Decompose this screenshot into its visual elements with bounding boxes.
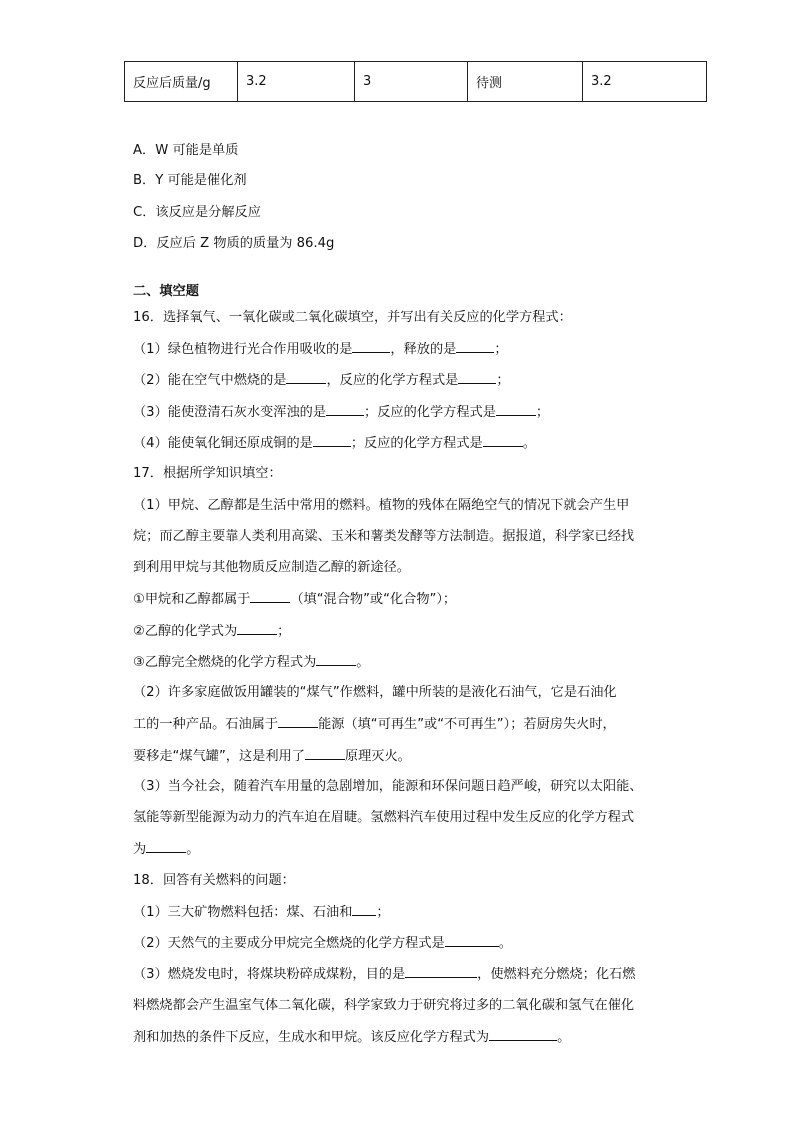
- text: ；: [376, 905, 390, 920]
- q17-p1-line3: 到利用甲烷与其他物质反应制造乙醇的新途径。: [133, 560, 410, 575]
- table-row: [125, 62, 707, 102]
- q18-part3-line1: [133, 965, 635, 984]
- text: ；: [494, 342, 508, 357]
- text: （4）能使氧化铜还原成铜的是: [133, 436, 313, 451]
- text: 。: [356, 655, 370, 670]
- answer-blank[interactable]: [146, 840, 186, 853]
- q18-part2: [133, 934, 512, 953]
- q17-stem: 17．根据所学知识填空：: [133, 466, 282, 481]
- text: ；反应的化学方程式是: [364, 405, 496, 420]
- q17-sub2: [133, 622, 290, 641]
- text: 能源（填“可再生”或“不可再生”）；若厨房失火时，: [318, 717, 616, 732]
- option-a: A．W 可能是单质: [133, 143, 239, 158]
- answer-blank[interactable]: [250, 590, 290, 603]
- text: ，释放的是: [390, 342, 457, 357]
- q18-stem: 18．回答有关燃料的问题：: [133, 873, 295, 888]
- answer-blank[interactable]: [458, 371, 496, 384]
- answer-blank[interactable]: [456, 340, 494, 353]
- answer-blank[interactable]: [278, 715, 318, 728]
- option-c: C．该反应是分解反应: [133, 205, 261, 220]
- text: ；: [277, 624, 291, 639]
- text: 工的一种产品。石油属于: [133, 717, 279, 732]
- answer-blank[interactable]: [489, 1028, 557, 1041]
- text: （2）能在空气中燃烧的是: [133, 373, 287, 388]
- q18-part3-line2: 料燃烧都会产生温室气体二氧化碳，科学家致力于研究将过多的二氧化碳和氢气在催化: [133, 998, 635, 1013]
- q17-p3-line1: （3）当今社会，随着汽车用量的急剧增加，能源和环保问题日趋严峻，研究以太阳能、: [133, 779, 643, 794]
- text: ；反应的化学方程式是: [350, 436, 483, 451]
- text: （1）三大矿物燃料包括：煤、石油和: [133, 905, 353, 920]
- text: ③乙醇完全燃烧的化学方程式为: [133, 655, 317, 670]
- text: （3）能使澄清石灰水变浑浊的是: [133, 405, 327, 420]
- text: 。: [522, 436, 536, 451]
- option-d: D．反应后 Z 物质的质量为 86.4g: [133, 236, 335, 251]
- text: （1）绿色植物进行光合作用吸收的是: [133, 342, 353, 357]
- text: ，反应的化学方程式是: [326, 373, 459, 388]
- text: 为: [133, 842, 147, 857]
- answer-blank[interactable]: [445, 934, 499, 947]
- text: 原理灭火。: [344, 749, 411, 764]
- row-label-cell: 反应后质量/g: [125, 62, 238, 102]
- text: ；: [496, 373, 510, 388]
- answer-blank[interactable]: [352, 340, 390, 353]
- answer-blank[interactable]: [286, 371, 326, 384]
- text: ②乙醇的化学式为: [133, 624, 238, 639]
- answer-blank[interactable]: [405, 965, 477, 978]
- mass-table: [124, 61, 707, 102]
- answer-blank[interactable]: [326, 403, 364, 416]
- answer-blank[interactable]: [496, 403, 536, 416]
- text: （2）天然气的主要成分甲烷完全燃烧的化学方程式是: [133, 936, 445, 951]
- q16-part2: [133, 371, 510, 390]
- table-cell: 3.2: [238, 62, 355, 102]
- text: ，使燃料充分燃烧；化石燃: [477, 967, 636, 982]
- answer-blank[interactable]: [305, 747, 345, 760]
- answer-blank[interactable]: [352, 903, 376, 916]
- option-b: B．Y 可能是催化剂: [133, 173, 247, 188]
- q16-part4: [133, 434, 536, 453]
- table-cell: 待测: [468, 62, 583, 102]
- text: 剂和加热的条件下反应，生成水和甲烷。该反应化学方程式为: [133, 1030, 490, 1045]
- q17-sub3: [133, 653, 369, 672]
- text: 。: [498, 936, 512, 951]
- table-cell: 3: [355, 62, 468, 102]
- mass-table-fragment: [124, 61, 681, 102]
- q17-p3-line3: [133, 840, 199, 859]
- table-cell: 3.2: [583, 62, 707, 102]
- answer-blank[interactable]: [316, 653, 356, 666]
- q17-p1-line1: （1）甲烷、乙醇都是生活中常用的燃料。植物的残体在隔绝空气的情况下就会产生甲: [133, 498, 630, 513]
- answer-blank[interactable]: [237, 622, 277, 635]
- q17-p3-line2: 氢能等新型能源为动力的汽车迫在眉睫。氢燃料汽车使用过程中发生反应的化学方程式: [133, 810, 635, 825]
- text: ①甲烷和乙醇都属于: [133, 592, 251, 607]
- text: （3）燃烧发电时，将煤块粉碎成煤粉，目的是: [133, 967, 406, 982]
- q16-stem: 16．选择氧气、一氧化碳或二氧化碳填空，并写出有关反应的化学方程式：: [133, 310, 572, 325]
- answer-blank[interactable]: [313, 434, 351, 447]
- q17-p1-line2: 烷；而乙醇主要靠人类利用高粱、玉米和薯类发酵等方法制造。据报道，科学家已经找: [133, 529, 635, 544]
- section-title: 二、填空题: [133, 284, 199, 299]
- text: 要移走“煤气罐”，这是利用了: [133, 749, 305, 764]
- q18-part1: [133, 903, 390, 922]
- q17-p2-line2: [133, 715, 616, 734]
- q18-part3-line3: [133, 1028, 570, 1047]
- text: ；: [535, 405, 550, 420]
- q16-part3: [133, 403, 549, 422]
- q17-sub1: [133, 590, 456, 609]
- q16-part1: [133, 340, 508, 359]
- q17-p2-line1: （2）许多家庭做饭用罐装的“煤气”作燃料，罐中所装的是液化石油气，它是石油化: [133, 685, 617, 700]
- q17-p2-line3: [133, 747, 411, 766]
- answer-blank[interactable]: [483, 434, 523, 447]
- text: （填“混合物”或“化合物”）；: [290, 592, 457, 607]
- text: 。: [186, 842, 200, 857]
- text: 。: [557, 1030, 571, 1045]
